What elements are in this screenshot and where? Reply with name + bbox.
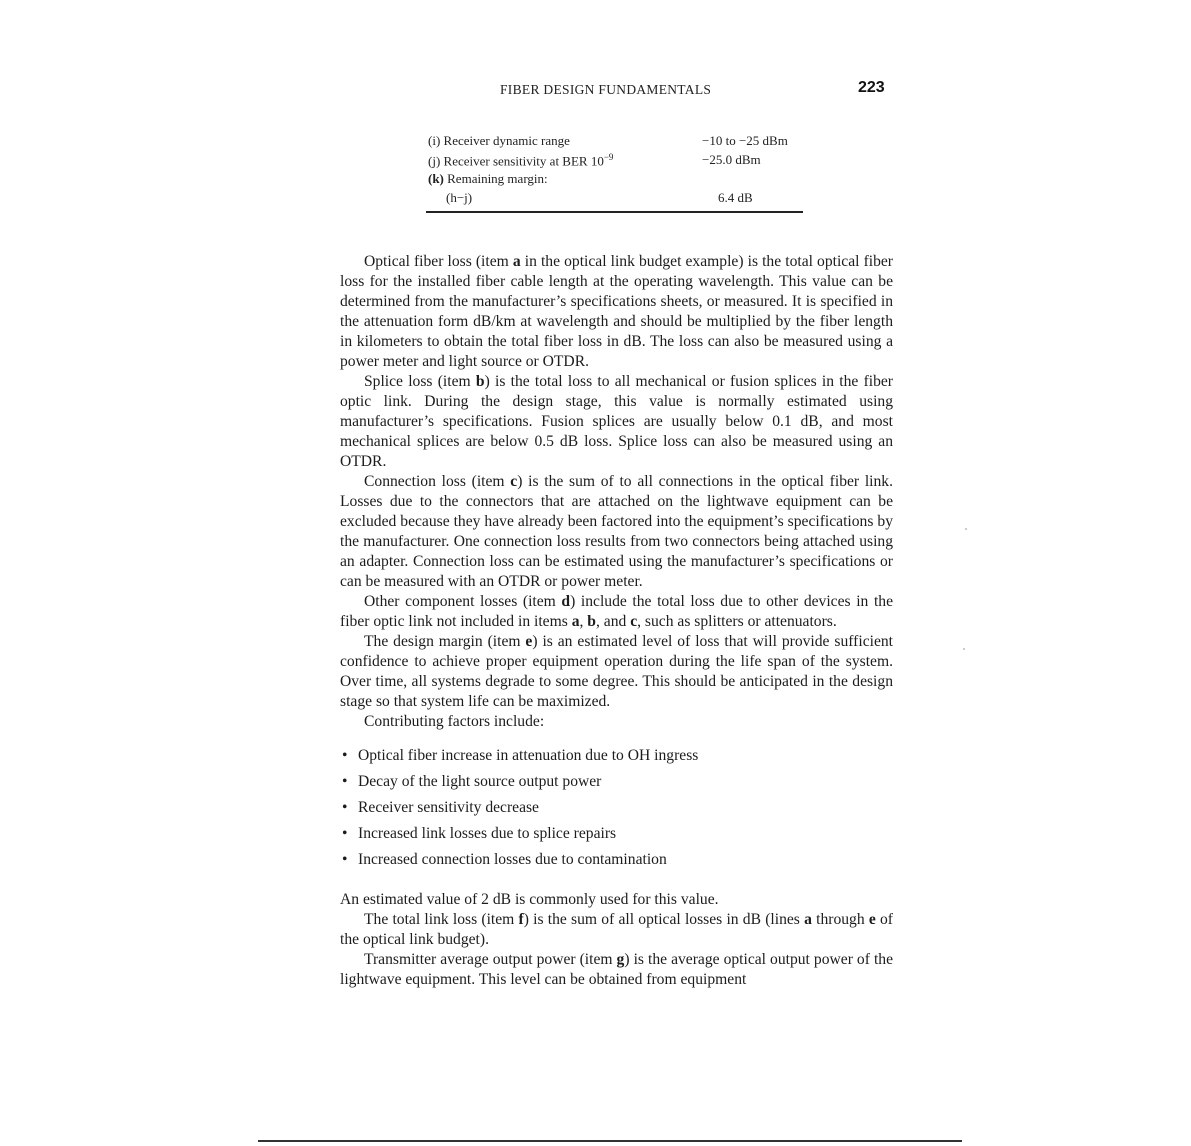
paragraph-connection-loss [340,472,893,592]
item-ref: c [510,473,518,490]
text-run: ) is the sum of all optical losses in dB (lines [523,911,805,928]
paragraph-other-component-losses [340,592,893,632]
item-ref: b [475,373,485,390]
bullet-marker: • [342,851,348,868]
list-item [340,772,893,798]
item-ref: e [525,633,533,650]
item-value: −10 to −25 dBm [702,133,788,148]
budget-item [428,133,570,149]
text-run: of the optical link budget). [340,911,893,948]
body-text [340,252,893,990]
table-bottom-rule [426,211,803,213]
bullet-marker: • [342,773,348,790]
list-item-text: Decay of the light source output power [358,773,602,790]
item-letter: (k) [428,171,444,186]
text-run: ) is the average optical output power of the lightwave equipment. This level can be obtained from equipment [340,951,893,988]
list-item-text: Receiver sensitivity decrease [358,799,539,816]
paragraph-transmitter-output-power [340,950,893,990]
budget-row-i [428,133,803,152]
item-exponent: −9 [603,152,614,162]
text-run: ) is an estimated level of loss that will provide sufficient confidence to achieve proper equipment operation during the life span of the system. Over time, all systems degrade to some degree. This should be anticipated in the design stage so that system life can be maximized. [340,633,893,710]
paragraph-estimated-value: An estimated value of 2 dB is commonly used for this value. [340,891,719,908]
item-ref: a [512,253,521,270]
item-letter: (j) [428,153,441,169]
paragraph-optical-fiber-loss [340,252,893,372]
bullet-marker: • [342,825,348,842]
scan-speck [965,528,967,530]
text-run: The design margin (item [364,633,526,650]
item-ref: d [561,593,571,610]
list-item [340,824,893,850]
contributing-factors-list [340,746,893,876]
list-item [340,746,893,772]
paragraph-contributing-factors: Contributing factors include: [364,713,545,730]
text-run: Splice loss (item [364,373,476,390]
paragraph-design-margin [340,632,893,712]
paragraph-total-link-loss [340,910,893,950]
budget-row-j [428,152,803,171]
list-item-text: Increased link losses due to splice repairs [358,825,617,842]
item-ref: a [804,911,812,928]
running-title: FIBER DESIGN FUNDAMENTALS [500,82,712,97]
item-letter: (i) [428,133,441,148]
bullet-marker: • [342,747,348,764]
list-item [340,798,893,824]
text-run: Other component losses (item [364,593,562,610]
item-value: −25.0 dBm [702,152,761,167]
scan-bottom-edge [258,1140,962,1142]
budget-row-k [428,171,803,190]
item-ref: f [518,911,524,928]
text-run: Transmitter average output power (item [364,951,617,968]
text-run: Connection loss (item [364,473,511,490]
item-ref: g [616,951,625,968]
paragraph-splice-loss [340,372,893,472]
item-ref: b [587,613,596,630]
text-run: ) is the sum of to all connections in the optical fiber link. Losses due to the connectors that are attached on the lightwave equipment can be excluded because they have already been factored into the equipment’s specifications by the manufacturer. One connection loss results from two connectors being attached using an adapter. Connection loss can be estimated using the manufacturer’s specifications or can be measured with an OTDR or power meter. [340,473,893,590]
text-run: The total link loss (item [364,911,519,928]
budget-row-margin [428,190,803,209]
item-value: 6.4 dB [718,190,753,205]
item-label: Receiver sensitivity at BER 10 [443,153,604,169]
text-run: ) is the total loss to all mechanical or fusion splices in the fiber optic link. During the design stage, this value is normally estimated using manufacturer’s specifications. Fusion splices are usually below 0.1 dB, and most mechanical splices are below 0.5 dB loss. Splice loss can also be measured using an OTDR. [340,373,894,470]
link-budget-table [428,133,803,209]
text-run: through [811,911,869,928]
text-run: , [579,613,588,630]
item-label: Receiver dynamic range [443,133,570,148]
text-run: ) include the total loss due to other devices in the fiber optic link not included in items [340,593,893,630]
scan-speck [963,648,965,650]
list-item-text: Increased connection losses due to contamination [358,851,667,868]
item-ref: a [571,613,580,630]
item-ref: c [630,613,638,630]
bullet-marker: • [342,799,348,816]
text-run: , such as splitters or attenuators. [637,613,837,630]
item-label: Remaining margin: [447,171,548,186]
text-run: Optical fiber loss (item [364,253,513,270]
item-ref: e [868,911,876,928]
budget-item [428,171,548,187]
item-label: (h−j) [446,190,473,205]
budget-item [428,152,613,169]
list-item-text: Optical fiber increase in attenuation due to OH ingress [358,747,699,764]
text-run: , and [595,613,631,630]
page-number: 223 [858,79,885,96]
list-item [340,850,893,876]
text-run: in the optical link budget example) is the total optical fiber loss for the installed fiber cable length at the operating wavelength. This value can be determined from the manufacturer’s specifications sheets, or measured. It is specified in the attenuation form dB/km at wavelength and should be multiplied by the fiber length in kilometers to obtain the total fiber loss in dB. The loss can also be measured using a power meter and light source or OTDR. [340,253,894,370]
